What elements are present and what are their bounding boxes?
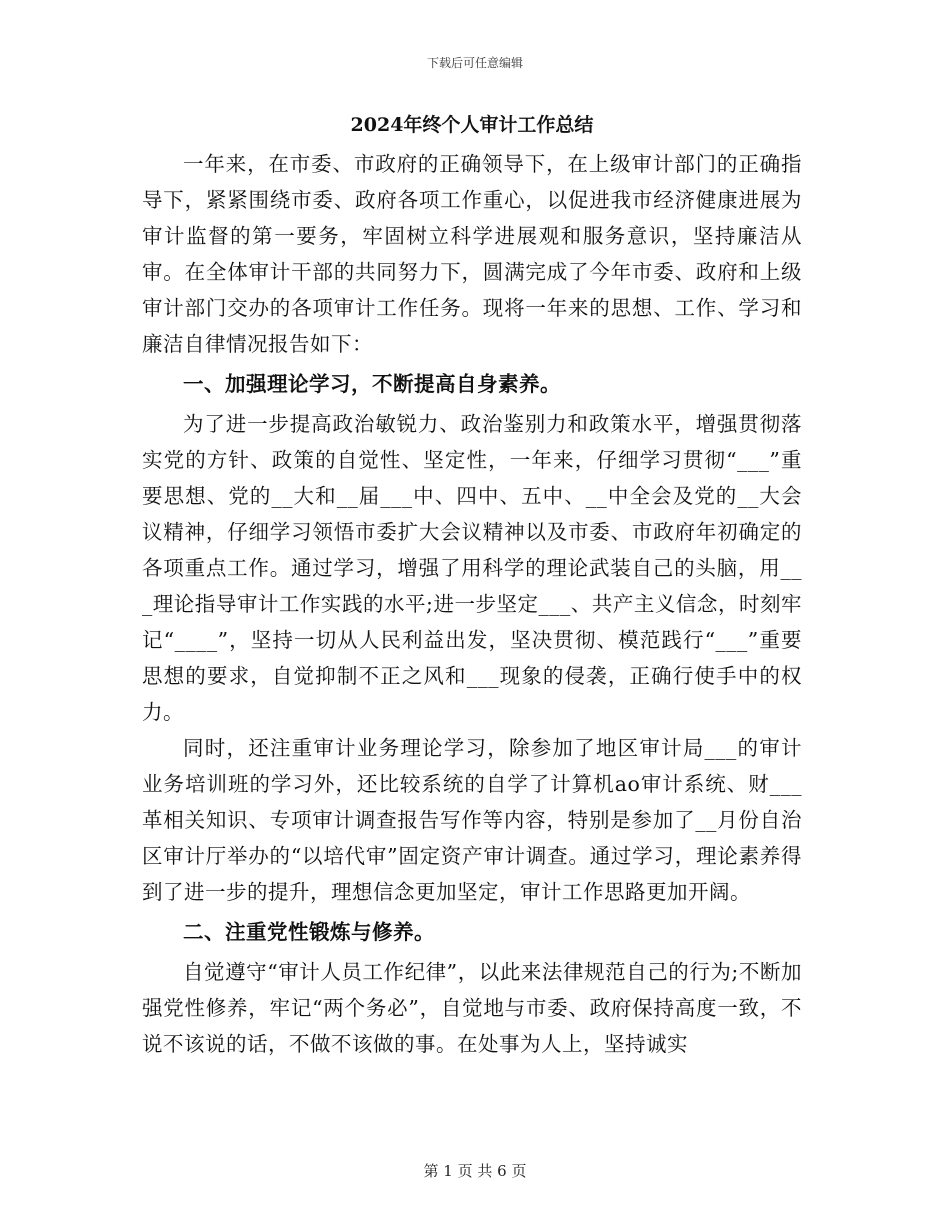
document-title: 2024年终个人审计工作总结	[350, 114, 594, 136]
document-body	[142, 110, 802, 1062]
paragraph-business-study: 同时，还注重审计业务理论学习，除参加了地区审计局___的审计业务培训班的学习外，还比较系统的自学了计算机ao审计系统、财___革相关知识、专项审计调查报告写作等内容，特别是参加了__月份自治区审计厅举办的“以培代审”固定资产审计调查。通过学习，理论素养得到了进一步的提升，理想信念更加坚定，审计工作思路更加开阔。	[142, 736, 802, 904]
page-footer: 第 1 页 共 6 页	[423, 1162, 527, 1180]
section-heading-1: 一、加强理论学习，不断提高自身素养。	[183, 372, 561, 396]
section-heading-2: 二、注重党性锻炼与修养。	[183, 920, 435, 944]
header-note: 下载后可任意编辑	[426, 56, 523, 70]
paragraph-party-discipline: 自觉遵守“审计人员工作纪律”，以此来法律规范自己的行为;不断加强党性修养，牢记“两个务必”，自觉地与市委、政府保持高度一致，不说不该说的话，不做不该做的事。在处事为人上，坚持诚实	[142, 960, 802, 1056]
paragraph-intro: 一年来，在市委、市政府的正确领导下，在上级审计部门的正确指导下，紧紧围绕市委、政府各项工作重心，以促进我市经济健康进展为审计监督的第一要务，牢固树立科学进展观和服务意识，坚持廉洁从审。在全体审计干部的共同努力下，圆满完成了今年市委、政府和上级审计部门交办的各项审计工作任务。现将一年来的思想、工作、学习和廉洁自律情况报告如下：	[142, 152, 802, 356]
paragraph-theory-study: 为了进一步提高政治敏锐力、政治鉴别力和政策水平，增强贯彻落实党的方针、政策的自觉性、坚定性，一年来，仔细学习贯彻“___”重要思想、党的__大和__届___中、四中、五中、__中全会及党的__大会议精神，仔细学习领悟市委扩大会议精神以及市委、市政府年初确定的各项重点工作。通过学习，增强了用科学的理论武装自己的头脑，用___理论指导审计工作实践的水平;进一步坚定___、共产主义信念，时刻牢记“____”，坚持一切从人民利益出发，坚决贯彻、模范践行“___”重要思想的要求，自觉抑制不正之风和___现象的侵袭，正确行使手中的权力。	[142, 412, 802, 724]
